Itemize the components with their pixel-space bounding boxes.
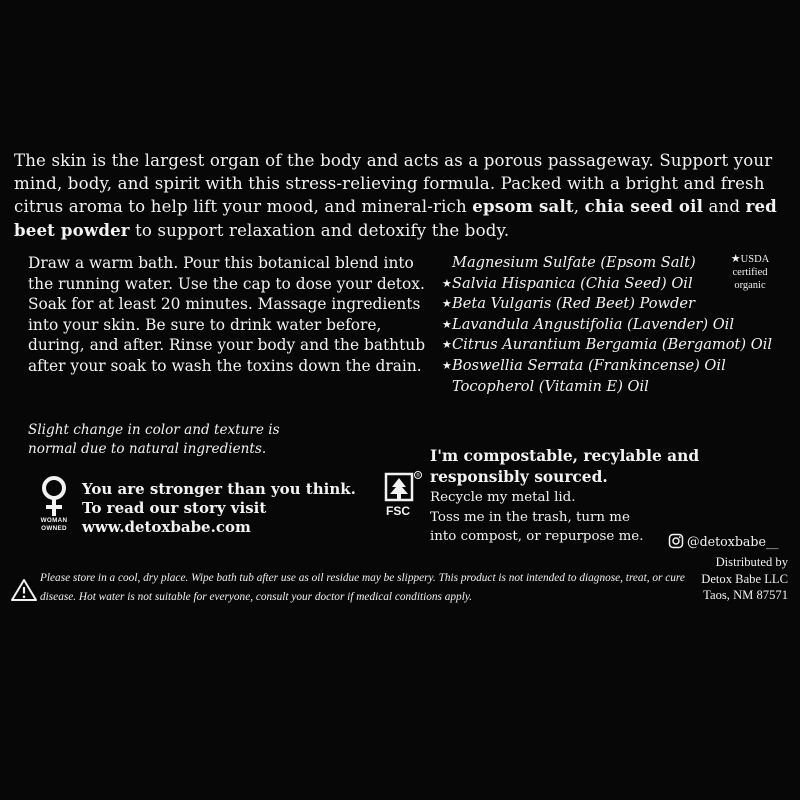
story-line-1: You are stronger than you think. [82, 480, 356, 498]
texture-note: Slight change in color and texture is normal due to natural ingredients. [28, 422, 280, 457]
organic-star-icon: ★ [442, 317, 452, 331]
intro-bold-beet: red beet powder [14, 196, 777, 240]
ingredient-name: Citrus Aurantium Bergamia (Bergamot) Oil [452, 336, 773, 354]
intro-bold-chia: chia seed oil [584, 196, 704, 216]
woman-owned-line-1: WOMAN [40, 517, 68, 524]
ingredient-item [442, 335, 773, 356]
fsc-tree-icon [380, 470, 424, 506]
ingredient-item [442, 294, 722, 315]
ingredient-item [452, 253, 722, 274]
intro-text-2: to support relaxation and detoxify the body. [129, 220, 510, 240]
intro-text-1: The skin is the largest organ of the body and acts as a porous passageway. Support your mind, body, and spirit with this stress-relieving formula. Packed with a bright and fresh citrus aroma to help lift your mood, and mineral-rich [14, 151, 773, 216]
woman-owned-label [28, 517, 80, 532]
ingredient-item [442, 315, 734, 336]
ingredient-item [442, 274, 722, 295]
ingredient-item [452, 377, 722, 398]
story-block [82, 480, 382, 536]
ingredient-name: Boswellia Serrata (Frankincense) Oil [452, 356, 726, 374]
compost-line-2: Toss me in the trash, turn me [430, 509, 630, 525]
fsc-registered-mark: ® [416, 473, 420, 479]
usda-line-2: certified [732, 267, 768, 278]
fsc-label: FSC [386, 504, 410, 518]
instagram-icon [668, 533, 684, 549]
warning-text: Please store in a cool, dry place. Wipe bath tub after use as oil residue may be slippery. This product is not intended to diagnose, treat, or cure disease. Hot water is not suitable for everyone, consult your doctor if medical conditions apply. [40, 572, 685, 603]
intro-sep-1: , [573, 197, 585, 216]
usda-line-1: USDA [740, 254, 770, 265]
ingredient-item [442, 356, 726, 377]
story-url: www.detoxbabe.com [82, 517, 251, 536]
usda-line-3: organic [734, 280, 766, 291]
warning-triangle-icon [10, 578, 38, 602]
story-line-2: To read our story visit [82, 498, 267, 517]
organic-star-icon: ★ [442, 297, 452, 311]
compost-line-1: Recycle my metal lid. [430, 490, 576, 505]
intro-bold-epsom: epsom salt [472, 196, 574, 216]
ingredient-name: Lavandula Angustifolia (Lavender) Oil [452, 315, 734, 333]
directions-text: Draw a warm bath. Pour this botanical blend into the running water. Use the cap to dose your detox. Soak for at least 20 minutes. Massage ingredients into your skin. Be sure to drink water before, during, and after. Rinse your body and the bathtub after your soak to wash the toxins down the drain. [28, 254, 426, 375]
ingredient-name: Salvia Hispanica (Chia Seed) Oil [452, 274, 693, 292]
compostable-heading: I'm compostable, recylable and responsibly sourced. [430, 447, 700, 486]
distributor-info [680, 554, 788, 604]
organic-star-icon: ★ [442, 276, 452, 290]
ingredient-name: Beta Vulgaris (Red Beet) Powder [452, 295, 696, 313]
female-symbol-icon [32, 474, 76, 518]
ingredient-name: Tocopherol (Vitamin E) Oil [452, 377, 649, 395]
usda-star-icon: ★ [730, 253, 741, 265]
distributor-line-1: Distributed by [715, 555, 788, 569]
organic-star-icon: ★ [442, 358, 452, 372]
ingredient-name: Magnesium Sulfate (Epsom Salt) [452, 254, 696, 271]
compost-line-3: into compost, or repurpose me. [430, 529, 644, 544]
intro-paragraph [14, 150, 789, 242]
usda-organic-note [719, 253, 781, 292]
distributor-line-2: Detox Babe LLC [701, 571, 788, 586]
distributor-line-3: Taos, NM 87571 [703, 588, 788, 602]
organic-star-icon: ★ [442, 338, 452, 352]
intro-sep-2: and [703, 197, 746, 216]
woman-owned-line-2: OWNED [41, 524, 67, 532]
instagram-handle [668, 533, 779, 549]
instagram-handle-text: @detoxbabe__ [687, 533, 779, 549]
